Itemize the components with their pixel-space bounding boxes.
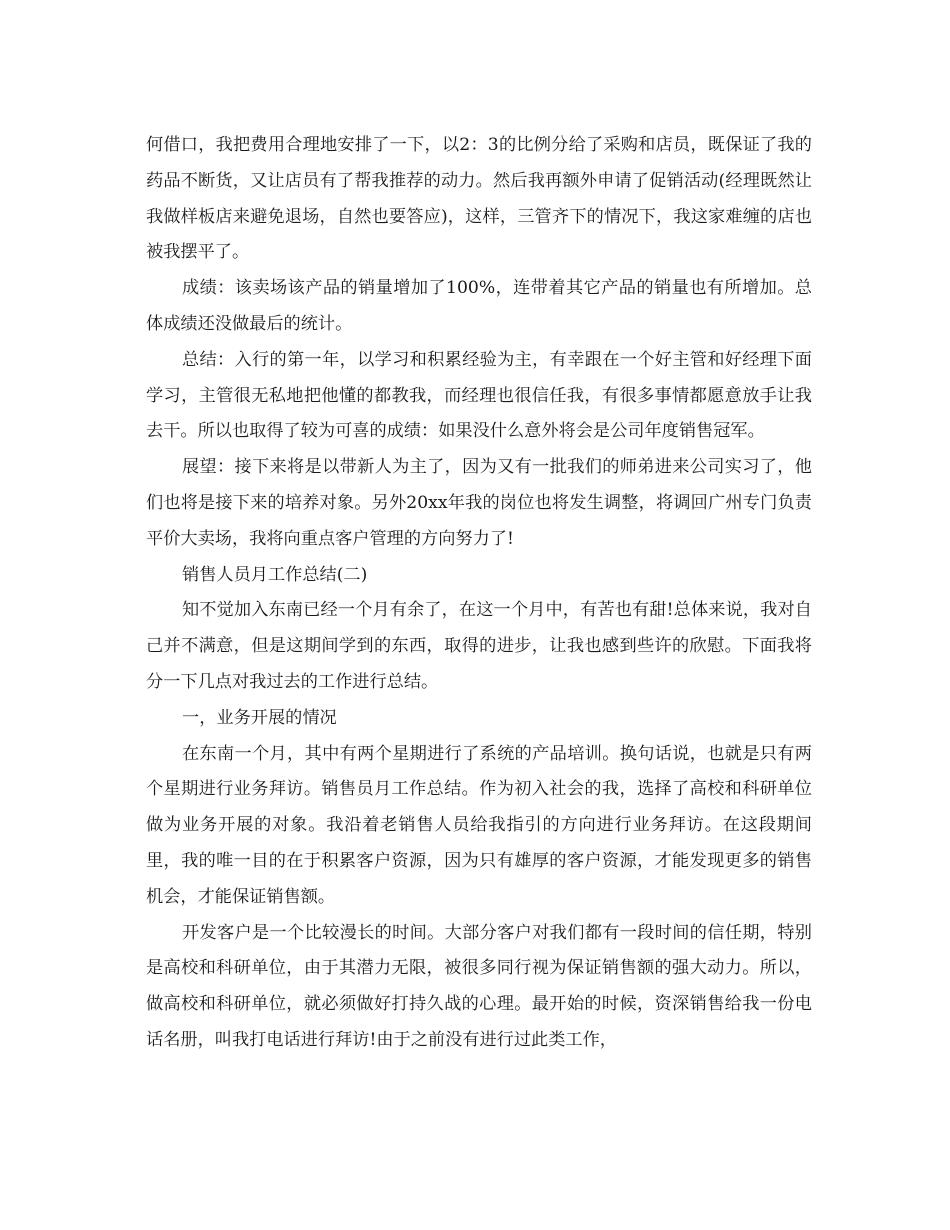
paragraph-6: 在东南一个月，其中有两个星期进行了系统的产品培训。换句话说，也就是只有两个星期进行业务拜访。销售员月工作总结。作为初入社会的我，选择了高校和科研单位做为业务开展的对象。我沿着老销售人员给我指引的方向进行业务拜访。在这段期间里，我的唯一目的在于积累客户资源，因为只有雄厚的客户资源，才能发现更多的销售机会，才能保证销售额。	[146, 743, 812, 907]
paragraph-1: 何借口，我把费用合理地安排了一下，以2：3的比例分给了采购和店员，既保证了我的药品不断货，又让店员有了帮我推荐的动力。然后我再额外申请了促销活动(经理既然让我做样板店来避免退场，自然也要答应)，这样，三管齐下的情况下，我这家难缠的店也被我摆平了。	[146, 135, 812, 263]
subsection-heading: 一，业务开展的情况	[182, 707, 337, 728]
section-heading: 销售人员月工作总结(二)	[182, 564, 368, 585]
document-body	[146, 128, 812, 1059]
paragraph-3: 总结：入行的第一年，以学习和积累经验为主，有幸跟在一个好主管和好经理下面学习，主管很无私地把他懂的都教我，而经理也很信任我，有很多事情都愿意放手让我去干。所以也取得了较为可喜的成绩：如果没什么意外将会是公司年度销售冠军。	[146, 349, 812, 442]
paragraph-2: 成绩：该卖场该产品的销量增加了100%，连带着其它产品的销量也有所增加。总体成绩还没做最后的统计。	[146, 278, 812, 334]
paragraph-4: 展望：接下来将是以带新人为主了，因为又有一批我们的师弟进来公司实习了，他们也将是接下来的培养对象。另外20xx年我的岗位也将发生调整，将调回广州专门负责平价大卖场，我将向重点客户管理的方向努力了!	[146, 457, 812, 549]
paragraph-5: 知不觉加入东南已经一个月有余了，在这一个月中，有苦也有甜!总体来说，我对自己并不满意，但是这期间学到的东西，取得的进步，让我也感到些许的欣慰。下面我将分一下几点对我过去的工作进行总结。	[146, 600, 812, 692]
paragraph-7: 开发客户是一个比较漫长的时间。大部分客户对我们都有一段时间的信任期，特别是高校和科研单位，由于其潜力无限，被很多同行视为保证销售额的强大动力。所以，做高校和科研单位，就必须做好打持久战的心理。最开始的时候，资深销售给我一份电话名册，叫我打电话进行拜访!由于之前没有进行过此类工作，	[146, 922, 812, 1050]
